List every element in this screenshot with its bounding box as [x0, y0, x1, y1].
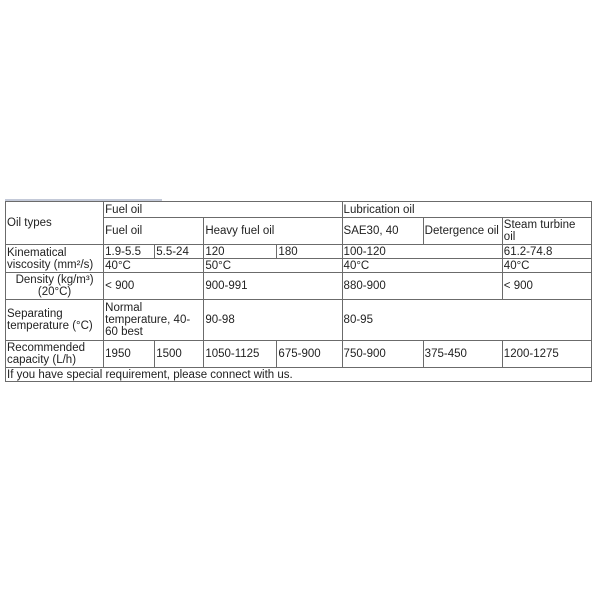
kinematical-value-3: 120: [204, 245, 277, 259]
capacity-value-5: 750-900: [342, 341, 423, 368]
density-value-3: 880-900: [342, 273, 502, 300]
table-row-kinematical-values: [6, 245, 592, 259]
density-value-2: 900-991: [204, 273, 342, 300]
density-value-4: < 900: [502, 273, 591, 300]
table-row-capacity: [6, 341, 592, 368]
kinematical-value-6: 61.2-74.8: [502, 245, 591, 259]
kinematical-temp-3: 40°C: [342, 259, 502, 273]
kinematical-viscosity-label: Kinematical viscosity (mm²/s): [6, 245, 104, 273]
oil-specification-table: [5, 201, 592, 382]
table-row-density: [6, 273, 592, 300]
kinematical-temp-4: 40°C: [502, 259, 591, 273]
kinematical-value-1: 1.9-5.5: [104, 245, 155, 259]
footer-note: If you have special requirement, please connect with us.: [6, 368, 592, 382]
oil-type-sae: SAE30, 40: [342, 218, 423, 245]
kinematical-temp-1: 40°C: [104, 259, 204, 273]
separating-temperature-label: Separating temperature (°C): [6, 300, 104, 341]
table-row-group-header: [6, 202, 592, 218]
density-value-1: < 900: [104, 273, 204, 300]
oil-type-steam-turbine: Steam turbine oil: [502, 218, 591, 245]
kinematical-temp-2: 50°C: [204, 259, 342, 273]
capacity-value-3: 1050-1125: [204, 341, 277, 368]
capacity-value-7: 1200-1275: [502, 341, 591, 368]
oil-type-heavy-fuel-oil: Heavy fuel oil: [204, 218, 342, 245]
oil-types-label: Oil types: [6, 202, 104, 245]
kinematical-value-5: 100-120: [342, 245, 502, 259]
capacity-value-6: 375-450: [423, 341, 502, 368]
kinematical-value-2: 5.5-24: [155, 245, 204, 259]
lubrication-oil-group-header: Lubrication oil: [342, 202, 591, 218]
oil-type-fuel-oil: Fuel oil: [104, 218, 204, 245]
separating-value-3: 80-95: [342, 300, 591, 341]
oil-type-detergence: Detergence oil: [423, 218, 502, 245]
kinematical-value-4: 180: [277, 245, 342, 259]
capacity-value-4: 675-900: [277, 341, 342, 368]
fuel-oil-group-header: Fuel oil: [104, 202, 342, 218]
capacity-value-1: 1950: [104, 341, 155, 368]
separating-value-1: Normal temperature, 40-60 best: [104, 300, 204, 341]
table-row-separating: [6, 300, 592, 341]
capacity-value-2: 1500: [155, 341, 204, 368]
density-label: Density (kg/m³)(20°C): [6, 273, 104, 300]
separating-value-2: 90-98: [204, 300, 342, 341]
table-row-footer: [6, 368, 592, 382]
recommended-capacity-label: Recommended capacity (L/h): [6, 341, 104, 368]
